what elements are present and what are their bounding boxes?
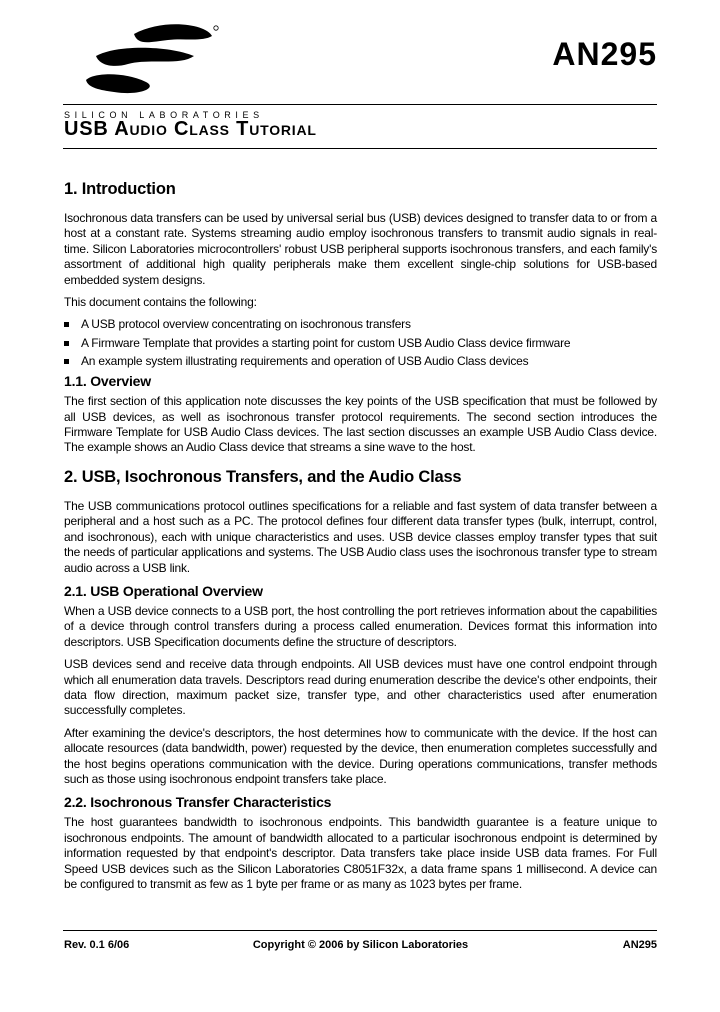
paragraph: The host guarantees bandwidth to isochronous endpoints. This bandwidth guarantee is a feature unique to isochronous endpoints. The amount of bandwidth allocated to a particular isochronous endpoint is determined by information requested by that endpoint's descriptor. Data transfers take place inside USB data frames. For Full Speed USB devices such as the Silicon Laboratories C8051F32x, a data frame spans 1 millisecond. A device can be configured to transmit as few as 1 byte per frame or as many as 1023 bytes per frame. <box>64 815 657 891</box>
list-item: An example system illustrating requirements and operation of USB Audio Class devices <box>64 354 657 369</box>
paragraph: Isochronous data transfers can be used by universal serial bus (USB) devices designed to transfer data to or from a host at a constant rate. Systems streaming audio employ isochronous transfers to transmit audio signals in real-time. Silicon Laboratories microcontrollers' robust USB peripheral supports isochronous transfers, and each family's assortment of additional high quality peripherals make them excellent single-chip solutions for USB-based embedded system designs. <box>64 211 657 287</box>
silicon-labs-logo <box>64 22 264 120</box>
bullet-icon <box>64 359 69 364</box>
title-divider <box>63 148 657 149</box>
bullet-icon <box>64 341 69 346</box>
logo-mark-icon <box>84 22 220 100</box>
footer-divider <box>63 930 657 931</box>
bullet-icon <box>64 322 69 327</box>
footer-document-id: AN295 <box>622 939 657 951</box>
section-heading-usb: 2. USB, Isochronous Transfers, and the Audio Class <box>64 467 462 486</box>
paragraph: USB devices send and receive data through endpoints. All USB devices must have one control endpoint through which all enumeration data travels. Descriptors read during enumeration describe the device's other endpoints, their data flow direction, maximum packet size, transfer type, and other characteristics used after enumeration successfully completes. <box>64 657 657 718</box>
copyright-notice: Copyright © 2006 by Silicon Laboratories <box>252 939 469 951</box>
section-heading-introduction: 1. Introduction <box>64 180 176 198</box>
list-item: A USB protocol overview concentrating on isochronous transfers <box>64 317 657 332</box>
paragraph: After examining the device's descriptors, the host determines how to communicate with the device. If the host can allocate resources (data bandwidth, power) requested by the device, then enumeration completes successfully and the host begins operations communication with the device. During operations communications, transfer methods such as those using isochronous endpoint transfers take place. <box>64 725 657 786</box>
revision-label: Rev. 0.1 6/06 <box>64 939 130 951</box>
section-heading-isochronous-characteristics: 2.2. Isochronous Transfer Characteristics <box>64 794 332 811</box>
section-heading-overview: 1.1. Overview <box>64 373 151 390</box>
logo-wordmark: SILICON LABORATORIES <box>64 110 264 120</box>
document-title: USB Audio Class Tutorial <box>64 118 317 140</box>
paragraph: This document contains the following: <box>64 295 257 310</box>
paragraph: When a USB device connects to a USB port, the host controlling the port retrieves information about the capabilities of a device through control transfers during a process called enumeration. Devices format this information into descriptors. USB Specification documents define the structure of descriptors. <box>64 603 657 649</box>
paragraph: The USB communications protocol outlines specifications for a reliable and fast system of data transfer between a peripheral and a host such as a PC. The protocol defines four different data transfer types (bulk, interrupt, control, and isochronous), each with unique characteristics and uses. USB device classes employ transfer types that suit the needs of particular applications and systems. The USB Audio class uses the isochronous transfer type to stream audio across a USB link. <box>64 498 657 575</box>
section-heading-operational-overview: 2.1. USB Operational Overview <box>64 582 263 599</box>
paragraph: The first section of this application note discusses the key points of the USB specification that must be followed by all USB devices, as well as isochronous transfer protocol requirements. The second section introduces the Firmware Template for USB Audio Class devices. The last section discusses an example USB Audio Class device. The example shows an Audio Class device that streams a sine wave to the host. <box>64 394 657 455</box>
document-body <box>64 176 657 899</box>
header-divider <box>63 104 657 105</box>
list-item: A Firmware Template that provides a starting point for custom USB Audio Class device firmware <box>64 336 657 351</box>
document-id: AN295 <box>552 36 657 72</box>
contents-list <box>64 317 657 369</box>
